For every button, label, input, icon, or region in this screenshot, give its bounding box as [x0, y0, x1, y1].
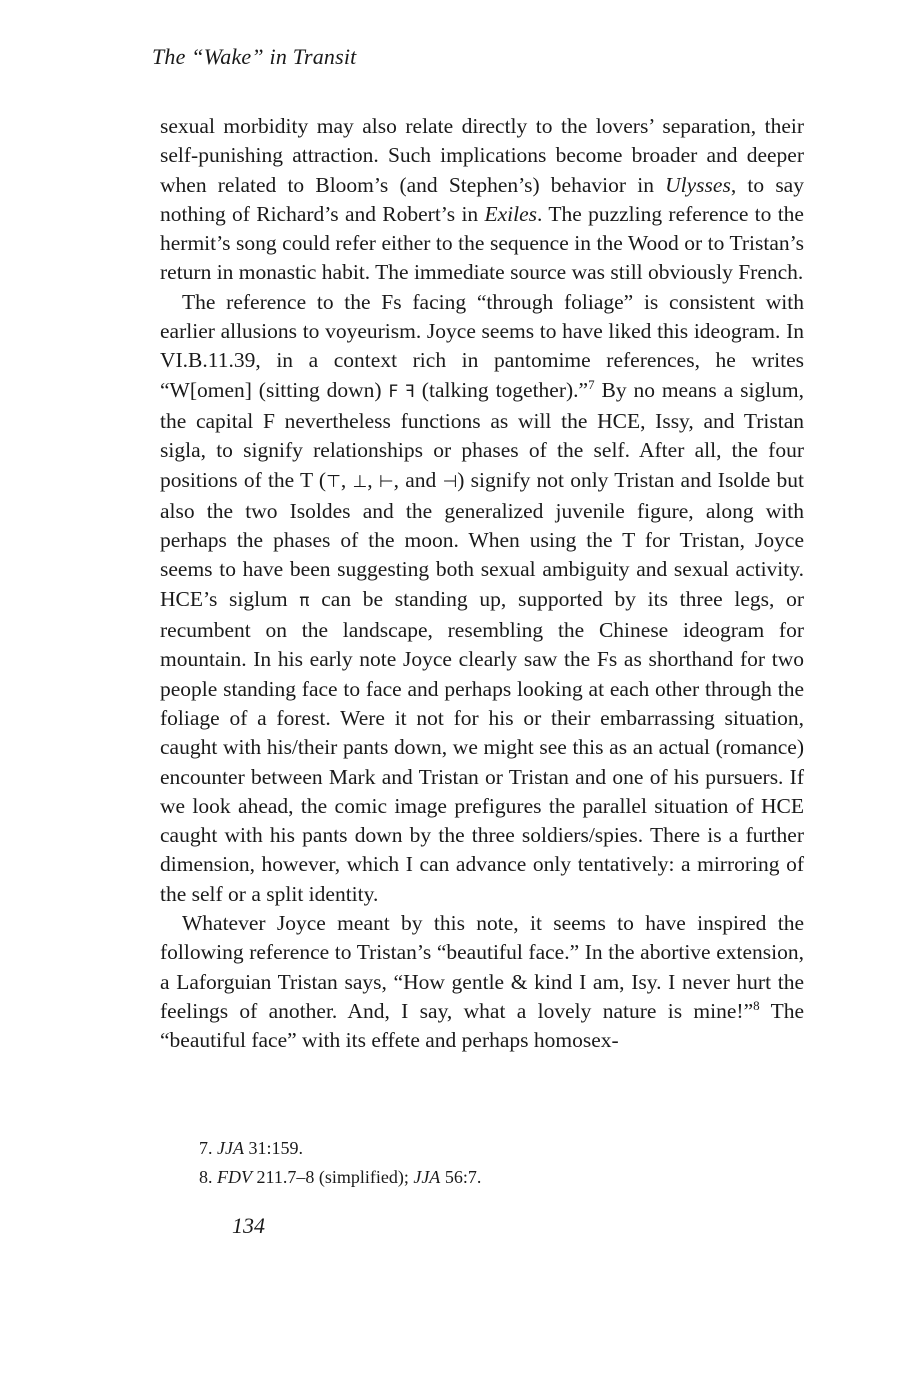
- siglum: ⊥: [352, 471, 368, 492]
- footnote-number: 7.: [199, 1138, 217, 1158]
- text-run: , to say nothing of Richard’s and Robert’s in: [160, 172, 804, 226]
- page-number: 134: [232, 1213, 265, 1238]
- running-head: The “Wake” in Transit: [152, 44, 357, 69]
- text-run: sexual morbidity may also relate directly to the lovers’ separation, their self-punishing attraction. Such implications become broader and deeper when related to Bloom’s (and Stephen’s) behavior in: [160, 114, 804, 197]
- text-run: By no means a siglum, the capital F nevertheless functions as will the HCE, Issy, and Tristan sigla, to signify relationships or phases of the self. After all, the four positions of the T (: [160, 377, 804, 492]
- italic-text: FDV: [217, 1167, 252, 1187]
- text-run: ,: [367, 467, 379, 492]
- siglum: ⊣: [442, 471, 458, 492]
- siglum: ⊤: [326, 471, 341, 492]
- footnote-number: 8.: [199, 1167, 217, 1187]
- text-run: . The puzzling reference to the hermit’s song could refer either to the sequence in the Wood or to Tristan’s return in monastic habit. The immediate source was still obviously French.: [160, 201, 804, 285]
- italic-text: JJA: [217, 1138, 244, 1158]
- text-run: 56:7.: [440, 1167, 482, 1187]
- body-text: [160, 112, 804, 1056]
- footnote: [199, 1134, 481, 1163]
- text-run: 211.7–8 (simplified);: [252, 1167, 414, 1187]
- text-run: The reference to the Fs facing “through foliage” is consistent with earlier allusions to voyeurism. Joyce seems to have liked this ideogram. In VI.B.11.39, in a context rich in pantomime references, he writes “W[omen] (sitting down): [160, 289, 804, 402]
- text-run: , and: [393, 467, 443, 492]
- paragraph: [160, 909, 804, 1055]
- footnote-ref: 7: [588, 376, 595, 392]
- paragraph: [160, 112, 804, 288]
- italic-text: Ulysses: [665, 172, 731, 197]
- siglum: ⊢: [378, 471, 394, 492]
- text-run: ) signify not only Tristan and Isolde but also the two Isoldes and the generalized juvenile figure, along with perhaps the phases of the moon. When using the T for Tristan, Joyce seems to have been suggesting both sexual ambiguity and sexual activity. HCE’s siglum: [160, 467, 804, 611]
- text-run: 31:159.: [243, 1138, 303, 1158]
- siglum: F ꟻ: [388, 381, 415, 402]
- italic-text: JJA: [413, 1167, 441, 1187]
- footnote-ref: 8: [753, 997, 760, 1013]
- text-run: ,: [340, 467, 353, 492]
- text-run: can be standing up, supported by its three legs, or recumbent on the landscape, resembling the Chinese ideogram for mountain. In his early note Joyce clearly saw the Fs as shorthand for two people standing face to face and perhaps looking at each other through the foliage of a forest. Were it not for his or their embarrassing situation, caught with his/their pants down, we might see this as an actual (romance) encounter between Mark and Tristan or Tristan and one of his pursuers. If we look ahead, the comic image prefigures the parallel situation of HCE caught with his pants down by the three soldiers/spies. There is a further dimension, however, which I can advance only tentatively: a mirroring of the self or a split identity.: [160, 586, 804, 906]
- footnote: [199, 1163, 481, 1192]
- text-run: (talking together).”: [414, 377, 589, 402]
- text-run: The “beautiful face” with its effete and perhaps homosex-: [160, 998, 804, 1053]
- footnotes: [199, 1134, 481, 1192]
- text-run: Whatever Joyce meant by this note, it seems to have inspired the following reference to Tristan’s “beautiful face.” In the abortive extension, a Laforguian Tristan says, “How gentle & kind I am, Isy. I never hurt the feelings of another. And, I say, what a lovely nature is mine!”: [160, 911, 804, 1023]
- siglum: π: [299, 590, 310, 611]
- italic-text: Exiles: [484, 201, 538, 226]
- paragraph: [160, 288, 804, 909]
